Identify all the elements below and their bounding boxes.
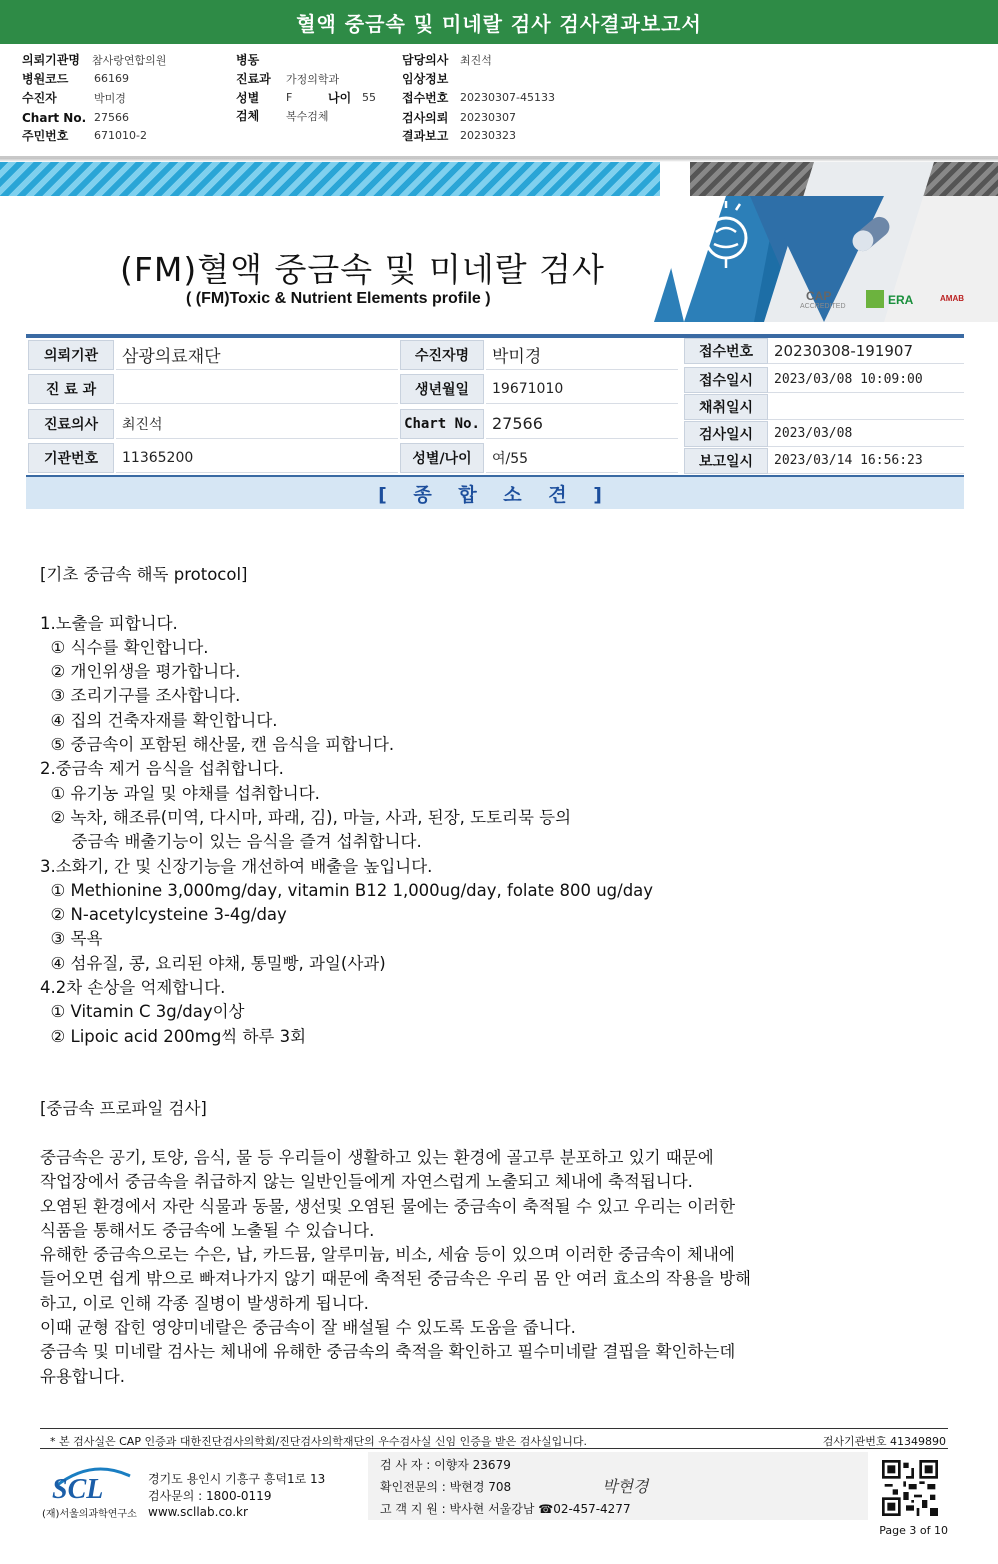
footer-org-code: 검사기관번호 41349890 [822,1435,946,1448]
era-logo-text: ERA [888,293,914,307]
protocol-line: ① 유기농 과일 및 야채를 섭취합니다. [40,783,320,803]
label-name: 수진자명 [400,340,484,370]
footer-mid-line [40,1448,948,1449]
lmi-logo-icon [866,290,884,308]
scl-logo-text: SCL [52,1474,104,1502]
protocol-line: ② Lipoic acid 200mg씩 하루 3회 [40,1026,307,1046]
profile-line: 작업장에서 중금속을 취급하지 않는 일반인들에게 자연스럽게 노출되고 체내에 축적됩니다. [40,1172,693,1192]
info-dept: 진료과 가정의학과 [236,72,340,86]
page-number: Page 3 of 10 [879,1524,948,1537]
profile-section-title: [중금속 프로파일 검사] [40,1099,207,1118]
profile-section [40,1146,751,1389]
protocol-line [40,587,653,611]
protocol-line: 1.노출을 피합니다. [40,613,178,633]
cap-logo-text: CAP [806,289,832,303]
value-recdate: 2023/03/08 10:09:00 [768,367,964,393]
lab-contact: 검사문의 : 1800-0119 [148,1489,272,1503]
report-banner-title: 혈액 중금속 및 미네랄 검사 검사결과보고서 [0,0,998,44]
profile-line: 오염된 환경에서 자란 식물과 동물, 생선및 오염된 물에는 중금속이 축적될 수 있고 우리는 이러한 [40,1196,736,1216]
value-code: 11365200 [116,443,398,473]
info-hospital-code: 병원코드 66169 [22,72,129,86]
info-specimen: 검체 복수검체 [236,109,329,123]
value-sexage: 여/55 [486,443,678,473]
info-patient: 수진자 박미경 [22,91,126,105]
protocol-line: ② N-acetylcysteine 3-4g/day [40,905,287,925]
profile-line: 유해한 중금속으로는 수은, 납, 카드뮴, 알루미늄, 비소, 세슘 등이 있으며 이러한 중금속이 체내에 [40,1245,735,1265]
value-name: 박미경 [486,340,678,370]
label-birth: 생년월일 [400,374,484,404]
info-chart-no: Chart No. 27566 [22,110,129,125]
profile-line: 이때 균형 잡힌 영양미네랄은 중금속이 잘 배설될 수 있도록 도움을 줍니다. [40,1318,576,1338]
footer-examiner: 검 사 자 : 이향자 23679 [380,1458,511,1472]
protocol-line: ③ 목욕 [40,929,103,949]
protocol-line: ② 개인위생을 평가합니다. [40,662,241,682]
lab-address: 경기도 용인시 기흥구 흥덕1로 13 [148,1472,326,1486]
value-doctor: 최진석 [116,409,398,439]
label-doctor: 진료의사 [28,409,114,439]
info-ward: 병동 [236,53,260,67]
label-chart: Chart No. [400,409,484,439]
info-doctor: 담당의사 최진석 [402,53,492,67]
protocol-line: ① Vitamin C 3g/day이상 [40,1002,245,1022]
lab-website[interactable]: www.scllab.co.kr [148,1505,248,1519]
lab-name: (재)서울의과학연구소 [42,1509,137,1520]
profile-line: 들어오면 쉽게 밖으로 빠져나가지 않기 때문에 축적된 중금속은 우리 몸 안 여러 효소의 작용을 방해 [40,1269,751,1289]
label-testdate: 검사일시 [684,421,768,447]
protocol-line: 3.소화기, 간 및 신장기능을 개선하여 배출을 높입니다. [40,856,433,876]
value-report: 2023/03/14 16:56:23 [768,448,964,474]
protocol-line: ③ 조리기구를 조사합니다. [40,686,241,706]
value-collect [768,394,964,420]
profile-line: 유용합니다. [40,1366,125,1386]
info-report-date: 결과보고 20230323 [402,129,516,143]
specialist-signature: 박현경 [602,1477,649,1496]
profile-line: 중금속은 공기, 토양, 음식, 물 등 우리들이 생활하고 있는 환경에 골고루 분포하고 있기 때문에 [40,1148,714,1167]
value-org: 삼광의료재단 [116,340,398,370]
protocol-line: [기초 중금속 해독 protocol] [40,565,248,584]
top-patient-info [0,44,998,158]
info-sex-age: 성별 F 나이 55 [236,91,376,105]
info-request-date: 검사의뢰 20230307 [402,111,516,125]
value-birth: 19671010 [486,374,678,404]
protocol-line: ④ 섬유질, 콩, 요리된 야채, 통밀빵, 과일(사과) [40,953,386,973]
value-dept [116,374,398,404]
label-org: 의뢰기관 [28,340,114,370]
page-title: (FM)혈액 중금속 및 미네랄 검사 [120,250,605,289]
label-code: 기관번호 [28,443,114,473]
amab-logo-text: AMAB [940,294,964,303]
label-sexage: 성별/나이 [400,443,484,473]
label-report: 보고일시 [684,448,768,474]
page-subtitle: ( (FM)Toxic & Nutrient Elements profile ) [186,290,491,307]
info-org-name: 의뢰기관명 참사랑연합의원 [22,53,167,67]
footer-support: 고 객 지 원 : 박사현 서울강남 ☎02-457-4277 [380,1502,631,1516]
header-graphic [654,162,998,322]
cap-logo-sub: ACCREDITED [800,303,846,310]
info-receipt-no: 접수번호 20230307-45133 [402,91,555,105]
value-chart: 27566 [486,409,678,439]
info-clinical: 임상정보 [402,72,449,86]
label-recno: 접수번호 [684,338,768,364]
profile-line: 식품을 통해서도 중금속에 노출될 수 있습니다. [40,1220,375,1240]
info-resident-no: 주민번호 671010-2 [22,129,147,143]
protocol-line: ① 식수를 확인합니다. [40,637,209,657]
profile-line: 하고, 이로 인해 각종 질병이 발생하게 됩니다. [40,1293,369,1313]
footer-specialist: 확인전문의 : 박현경 708 [380,1480,512,1494]
value-recno: 20230308-191907 [768,338,964,364]
footer-top-line [40,1428,948,1429]
protocol-section [40,563,653,1049]
summary-title: [ 종 합 소 견 ] [26,475,964,509]
label-recdate: 접수일시 [684,367,768,393]
label-collect: 채취일시 [684,394,768,420]
qr-code-icon [882,1460,938,1516]
protocol-line: ④ 집의 건축자재를 확인합니다. [40,710,278,730]
protocol-line: 4.2차 손상을 억제합니다. [40,978,226,998]
protocol-line: ② 녹차, 해조류(미역, 다시마, 파래, 김), 마늘, 사과, 된장, 도토리묵 등의 [40,807,572,827]
protocol-line: 2.중금속 제거 음식을 섭취합니다. [40,759,284,779]
value-testdate: 2023/03/08 [768,421,964,447]
protocol-line: 중금속 배출기능이 있는 음식을 즐겨 섭취합니다. [40,832,422,852]
label-dept: 진 료 과 [28,374,114,404]
scl-logo-icon [52,1462,134,1502]
protocol-line: ① Methionine 3,000mg/day, vitamin B12 1,000ug/day, folate 800 ug/day [40,880,654,900]
footer-note: * 본 검사실은 CAP 인증과 대한진단검사의학회/진단검사의학재단의 우수검사실 신임 인증을 받은 검사실입니다. [50,1435,588,1448]
profile-line: 중금속 및 미네랄 검사는 체내에 유해한 중금속의 축적을 확인하고 필수미네랄 결핍을 확인하는데 [40,1342,736,1362]
protocol-line: ⑤ 중금속이 포함된 해산물, 캔 음식을 피합니다. [40,735,395,755]
